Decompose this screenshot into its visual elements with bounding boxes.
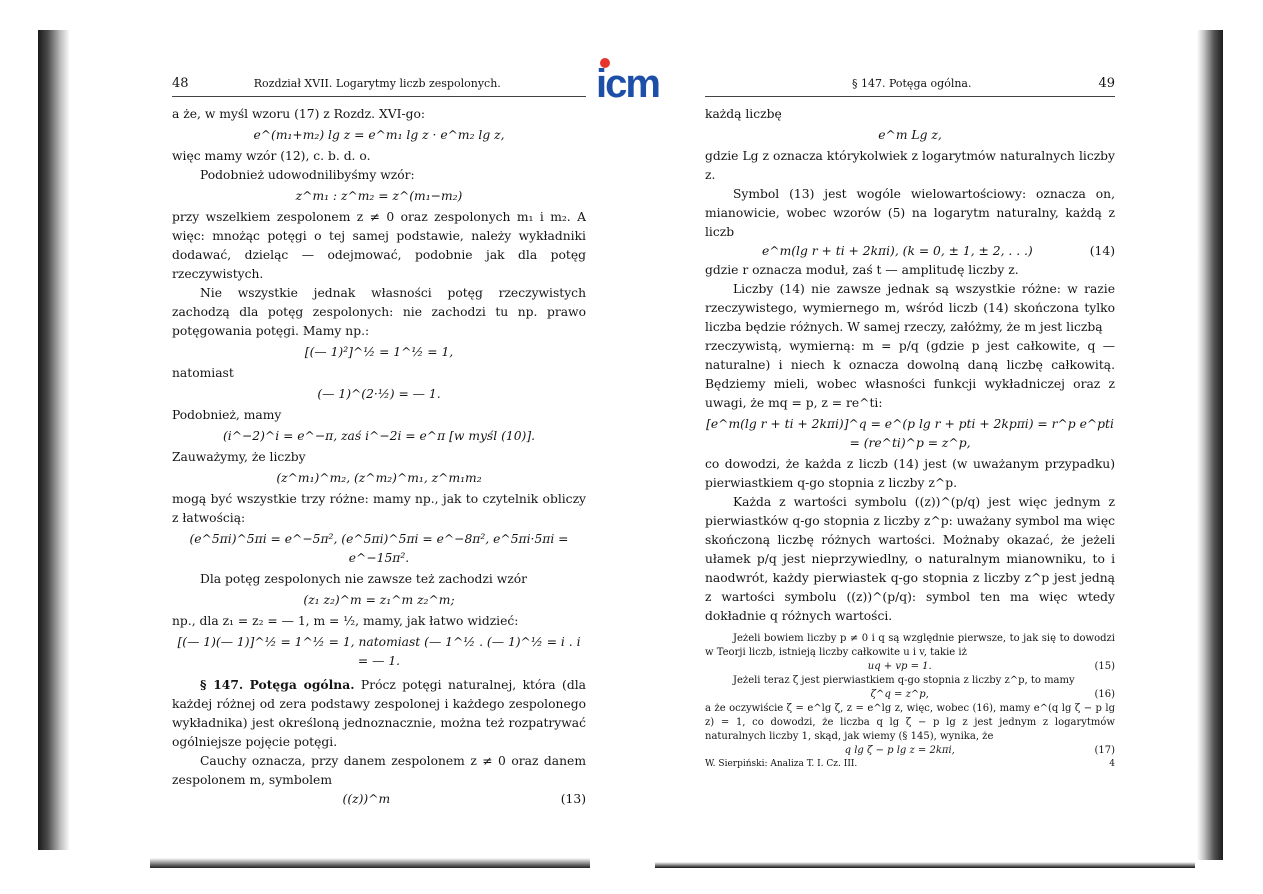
equation-number: (13)	[560, 792, 586, 806]
paragraph: Cauchy oznacza, przy danem zespolonem z ≠ 0 oraz danem zespolonem m, symbolem	[172, 754, 586, 787]
equation-number: (16)	[1094, 689, 1115, 700]
page-header	[172, 74, 586, 97]
text-line: a że, w myśl wzoru (17) z Rozdz. XVI-go:	[172, 107, 426, 121]
formula: uq + vp = 1.	[867, 661, 932, 672]
scan-binding-shadow-right	[1197, 30, 1223, 860]
formula: (z₁ z₂)^m = z₁^m z₂^m;	[303, 593, 455, 607]
text-line: np., dla z₁ = z₂ = — 1, m = ½, mamy, jak łatwo widzieć:	[172, 614, 519, 628]
formula: e^m Lg z,	[878, 128, 942, 142]
section-number: § 147.	[200, 677, 244, 692]
formula: (— 1)^(2·½) = — 1.	[317, 387, 441, 401]
formula: q lg ζ − p lg z = 2kπi,	[844, 745, 955, 756]
paragraph: Jeżeli bowiem liczby p ≠ 0 i q są względnie pierwsze, to jak się to dowodzi w Teorji liczb, istnieją liczby całkowite u i v, takie iż	[705, 633, 1115, 658]
logo-text: icm	[596, 62, 659, 106]
text-line: natomiast	[172, 366, 234, 380]
sheet-mark: 4	[1109, 759, 1115, 769]
equation-number: (14)	[1089, 244, 1115, 258]
paragraph: co dowodzi, że każda z liczb (14) jest (w uważanym przypadku) pierwiastkiem q-go stopnia z liczby z^p.	[705, 457, 1115, 490]
text-line: każdą liczbę	[705, 107, 782, 121]
numbered-formula	[172, 790, 586, 809]
left-page	[172, 74, 586, 809]
page-bottom-shadow	[655, 862, 1195, 868]
paragraph: Nie wszystkie jednak własności potęg rzeczywistych zachodzą dla potęg zespolonych: nie zachodzi tu np. prawo potęgowania potęgi. Mamy np.:	[172, 286, 586, 338]
right-page	[705, 74, 1115, 771]
equation-number: (15)	[1094, 661, 1115, 672]
page-bottom-shadow	[150, 858, 590, 868]
paragraph: Symbol (13) jest wogóle wielowartościowy: oznacza on, mianowicie, wobec wzorów (5) na logarytm naturalny, każdą z liczb	[705, 187, 1115, 239]
paragraph: przy wszelkiem zespolonem z ≠ 0 oraz zespolonych m₁ i m₂. A więc: mnożąc potęgi o tej samej podstawie, należy wykładniki dodawać, dzieląc — odejmować, podobnie jak dla potęg rzeczywistych.	[172, 210, 586, 281]
text-line: Dla potęg zespolonych nie zawsze też zachodzi wzór	[200, 572, 528, 586]
text-line: gdzie Lg z oznacza którykolwiek z logarytmów naturalnych liczby z.	[705, 149, 1115, 182]
text-line: Podobnież udowodnilibyśmy wzór:	[200, 168, 415, 182]
text-line: więc mamy wzór (12), c. b. d. o.	[172, 149, 371, 163]
numbered-formula	[705, 242, 1115, 261]
formula: z^m₁ : z^m₂ = z^(m₁−m₂)	[295, 189, 463, 203]
numbered-formula	[705, 660, 1115, 674]
small-print-block	[705, 632, 1115, 758]
equation-number: (17)	[1094, 745, 1115, 756]
formula: e^m(lg r + ti + 2kπi), (k = 0, ± 1, ± 2, . . .)	[762, 244, 1033, 258]
numbered-formula	[705, 688, 1115, 702]
page-footer	[705, 758, 1115, 771]
text-line: Jeżeli teraz ζ jest pierwiastkiem q-go stopnia z liczby z^p, to mamy	[733, 675, 1075, 686]
paragraph: a że oczywiście ζ = e^lg ζ, z = e^lg z, więc, wobec (16), mamy e^(q lg ζ − p lg z) = 1, co dowodzi, że liczba q lg ζ − p lg z jest jednym z logarytmów naturalnych liczby 1, skąd, jak wiemy (§ 145), wynika, że	[705, 703, 1115, 742]
formula: [(— 1)²]^½ = 1^½ = 1,	[304, 345, 454, 359]
formula: (i^−2)^i = e^−π, zaś i^−2i = e^π [w myśl (10)].	[222, 429, 536, 443]
text-line: Podobnież, mamy	[172, 408, 282, 422]
paragraph: Liczby (14) nie zawsze jednak są wszystkie różne: w razie rzeczywistego, wymiernego m, wśród liczb (14) skończona tylko liczba będzie różnych. W samej rzeczy, załóżmy, że m jest liczbą	[705, 282, 1115, 334]
formula: (e^5πi)^5πi = e^−5π², (e^5πi)^5πi = e^−8π², e^5πi·5πi = e^−15π².	[189, 532, 569, 565]
running-head: § 147. Potęga ogólna.	[851, 77, 972, 90]
page-header	[705, 74, 1115, 97]
formula: e^(m₁+m₂) lg z = e^m₁ lg z · e^m₂ lg z,	[253, 128, 505, 142]
running-head: Rozdział XVII. Logarytmy liczb zespolonych.	[253, 77, 501, 90]
numbered-formula	[705, 744, 1115, 758]
text-line: Zauważymy, że liczby	[172, 450, 306, 464]
page-number: 49	[1098, 76, 1115, 91]
section-title: Potęga ogólna.	[249, 677, 355, 692]
icm-logo	[596, 58, 668, 106]
formula: (z^m₁)^m₂, (z^m₂)^m₁, z^m₁m₂	[276, 471, 482, 485]
formula: [e^m(lg r + ti + 2kπi)]^q = e^(p lg r + pti + 2kpπi) = r^p e^pti = (re^ti)^p = z^p,	[706, 417, 1114, 450]
page-number: 48	[172, 76, 189, 91]
formula: ζ^q = z^p,	[870, 689, 929, 700]
section-paragraph	[172, 675, 586, 752]
signature-line: W. Sierpiński: Analiza T. I. Cz. III.	[705, 759, 858, 769]
section-text: Prócz potęgi naturalnej, która (dla każdej różnej od zera podstawy zespolonej i każdego zespolonego wykładnika) jest określoną jednoznacznie, można też rozpatrywać ogólniejsze pojęcie potęgi.	[172, 678, 586, 749]
formula: [(— 1)(— 1)]^½ = 1^½ = 1, natomiast (— 1^½ . (— 1)^½ = i . i = — 1.	[177, 635, 581, 668]
formula: ((z))^m	[342, 792, 391, 806]
paragraph: Każda z wartości symbolu ((z))^(p/q) jest więc jednym z pierwiastków q-go stopnia z liczby z^p: uważany symbol ma więc skończoną liczbę różnych wartości. Możnaby okazać, że jeżeli ułamek p/q jest nieprzywiedlny, o naturalnym mianowniku, to i naodwrót, każdy pierwiastek q-go stopnia z liczby z^p jest jedną z wartości symbolu ((z))^(p/q): symbol ten ma więc wtedy dokładnie q różnych wartości.	[705, 495, 1115, 623]
paragraph: rzeczywistą, wymierną: m = p/q (gdzie p jest całkowite, q — naturalne) i niech k oznacza dowolną daną liczbę całkowitą. Będziemy mieli, wobec własności funkcji wykładniczej oraz z uwagi, że mq = p, z = re^ti:	[705, 339, 1115, 410]
paragraph: mogą być wszystkie trzy różne: mamy np., jak to czytelnik obliczy z łatwością:	[172, 492, 586, 525]
scan-binding-shadow-left	[38, 30, 70, 850]
text-line: gdzie r oznacza moduł, zaś t — amplitudę liczby z.	[705, 263, 1019, 277]
